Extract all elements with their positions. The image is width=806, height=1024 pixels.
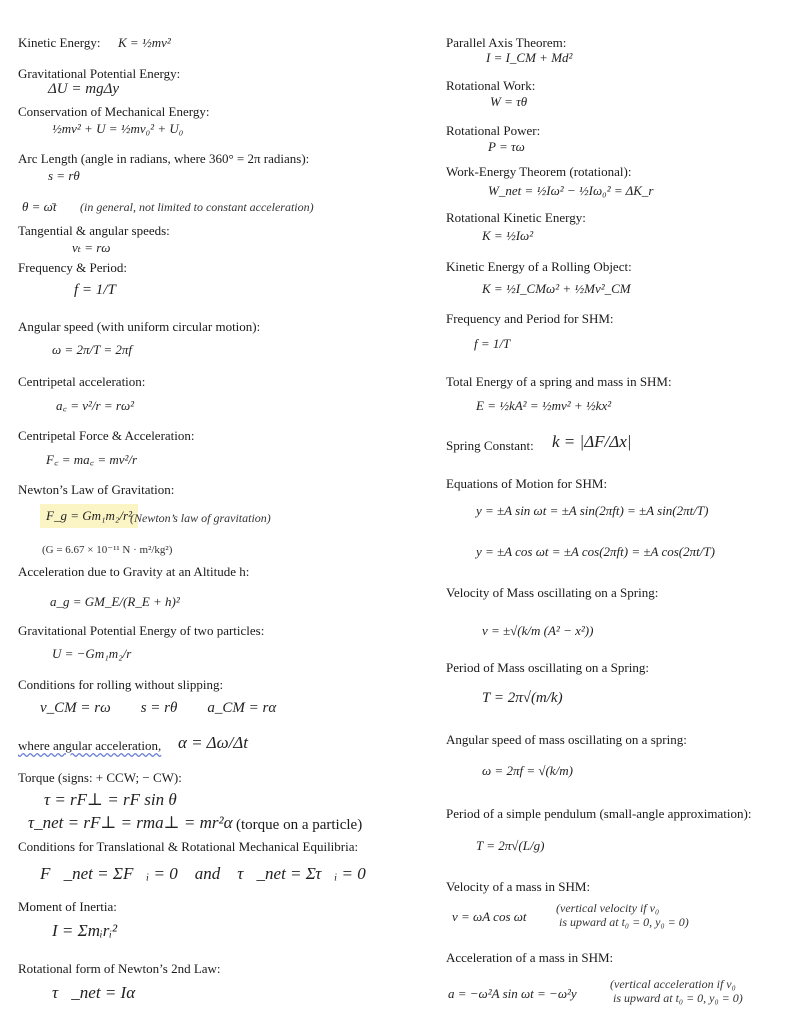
centripetal-accel-label: Centripetal acceleration: [18,374,146,389]
shm-frequency-equation: f = 1/T [474,336,511,351]
rotational-work-equation: W = τθ [490,94,528,109]
spring-velocity-equation: v = ±√(k/m (A² − x²)) [482,623,594,638]
work-energy-label: Work-Energy Theorem (rotational): [446,164,632,179]
newton-second-rot-equation: τ⃗_net = Iα⃗ [52,983,149,1002]
spring-angular-equation: ω = 2πf = √(k/m) [482,763,573,778]
arc-length-equation: s = rθ [48,168,80,183]
shm-motion-label: Equations of Motion for SHM: [446,476,608,491]
conservation-equation: ½mv² + U = ½mv₀² + U₀ [52,121,184,136]
gpe-equation: ΔU = mgΔy [48,81,120,97]
frequency-label: Frequency & Period: [18,260,128,275]
shm-velocity-label: Velocity of a mass in SHM: [446,879,591,894]
spring-constant-equation: k = |ΔF/Δx| [552,432,632,451]
parallel-axis-equation: I = I_CM + Md² [486,50,573,65]
angular-speed-equation: ω = 2π/T = 2πf [52,342,132,357]
parallel-axis-label: Parallel Axis Theorem: [446,35,567,50]
spring-angular-label: Angular speed of mass oscillating on a spring: [446,732,687,747]
moment-inertia-label: Moment of Inertia: [18,899,117,914]
net-torque-equation: τ_net = rF⊥ = rma⊥ = mr²α [28,813,233,832]
spring-constant-label: Spring Constant: [446,438,534,453]
theta-equation: θ = ω̄t [22,199,57,214]
gpe-two-particles-label: Gravitational Potential Energy of two particles: [18,623,265,638]
total-energy-equation: E = ½kA² = ½mv² + ½kx² [476,398,612,413]
torque-equation: τ = rF⊥ = rF sin θ [44,790,177,809]
kinetic-energy-label: Kinetic Energy: [18,35,101,50]
conservation-label: Conservation of Mechanical Energy: [18,104,210,119]
spring-period-label: Period of Mass oscillating on a Spring: [446,660,649,675]
centripetal-accel-equation: a꜀ = v²/r = rω² [56,398,135,413]
arc-length-label: Arc Length (angle in radians, where 360° = 2π radians): [18,151,310,166]
shm-accel-label: Acceleration of a mass in SHM: [446,950,614,965]
work-energy-equation: W_net = ½Iω² − ½Iω₀² = ΔK_r [488,183,654,198]
torque-label: Torque (signs: + CCW; − CW): [18,770,182,785]
torque-particle-note: (torque on a particle) [236,817,363,833]
rolling-equation: v_CM = rω s = rθ a_CM = rα [40,700,277,716]
shm-velocity-note: (vertical velocity if v₀ is upward at t₀ = 0, y₀ = 0) [556,901,689,929]
rotational-power-equation: P = τω [488,139,525,154]
kinetic-energy-equation: K = ½mv² [118,35,171,50]
tangential-label: Tangential & angular speeds: [18,223,170,238]
shm-frequency-label: Frequency and Period for SHM: [446,311,614,326]
rolling-label: Conditions for rolling without slipping: [18,677,224,692]
tangential-equation: vₜ = rω [72,240,111,255]
angular-accel-equation: α = Δω/Δt [178,733,248,752]
pendulum-equation: T = 2π√(L/g) [476,838,545,853]
centripetal-force-label: Centripetal Force & Acceleration: [18,428,195,443]
spring-velocity-label: Velocity of Mass oscillating on a Spring: [446,585,659,600]
newton-second-rot-label: Rotational form of Newton’s 2nd Law: [18,961,221,976]
rotational-work-label: Rotational Work: [446,78,536,93]
gravitation-label: Newton’s Law of Gravitation: [18,482,175,497]
rolling-ke-equation: K = ½I_CMω² + ½Mv²_CM [482,281,631,296]
gpe-label: Gravitational Potential Energy: [18,66,181,81]
rolling-ke-label: Kinetic Energy of a Rolling Object: [446,259,632,274]
gpe-two-particles-equation: U = −Gm₁m₂/r [52,646,132,661]
spring-period-equation: T = 2π√(m/k) [482,690,563,706]
shm-accel-note: (vertical acceleration if v₀ is upward at t₀ = 0, y₀ = 0) [610,977,743,1005]
moment-inertia-equation: I = Σmᵢrᵢ² [52,921,118,940]
gravity-altitude-label: Acceleration due to Gravity at an Altitude h: [18,564,250,579]
angular-speed-label: Angular speed (with uniform circular motion): [18,319,261,334]
rotational-power-label: Rotational Power: [446,123,541,138]
gravitational-constant: (G = 6.67 × 10⁻¹¹ N · m²/kg²) [42,544,173,556]
gravity-altitude-equation: a_g = GM_E/(R_E + h)² [50,594,180,609]
shm-sin-equation: y = ±A sin ωt = ±A sin(2πft) = ±A sin(2πt/T) [476,503,709,518]
frequency-equation: f = 1/T [74,282,116,298]
gravitation-note: (Newton’s law of gravitation) [130,511,271,525]
pendulum-label: Period of a simple pendulum (small-angle approximation): [446,806,752,821]
rot-ke-equation: K = ½Iω² [482,228,534,243]
theta-note: (in general, not limited to constant acceleration) [80,200,314,214]
shm-accel-equation: a = −ω²A sin ωt = −ω²y [448,986,577,1001]
angular-accel-label: where angular acceleration, [18,738,162,753]
total-energy-label: Total Energy of a spring and mass in SHM: [446,374,672,389]
centripetal-force-equation: F꜀ = ma꜀ = mv²/r [46,452,138,467]
equilibrium-equation: F⃗_net = ΣF⃗ᵢ = 0 and τ⃗_net = Στ⃗ᵢ = 0 [40,864,366,883]
equilibrium-label: Conditions for Translational & Rotational Mechanical Equilibria: [18,839,359,854]
shm-velocity-equation: v = ωA cos ωt [452,909,527,924]
shm-cos-equation: y = ±A cos ωt = ±A cos(2πft) = ±A cos(2πt/T) [476,544,715,559]
gravitation-equation: F_g = Gm₁m₂/r² [40,504,138,528]
rot-ke-label: Rotational Kinetic Energy: [446,210,586,225]
